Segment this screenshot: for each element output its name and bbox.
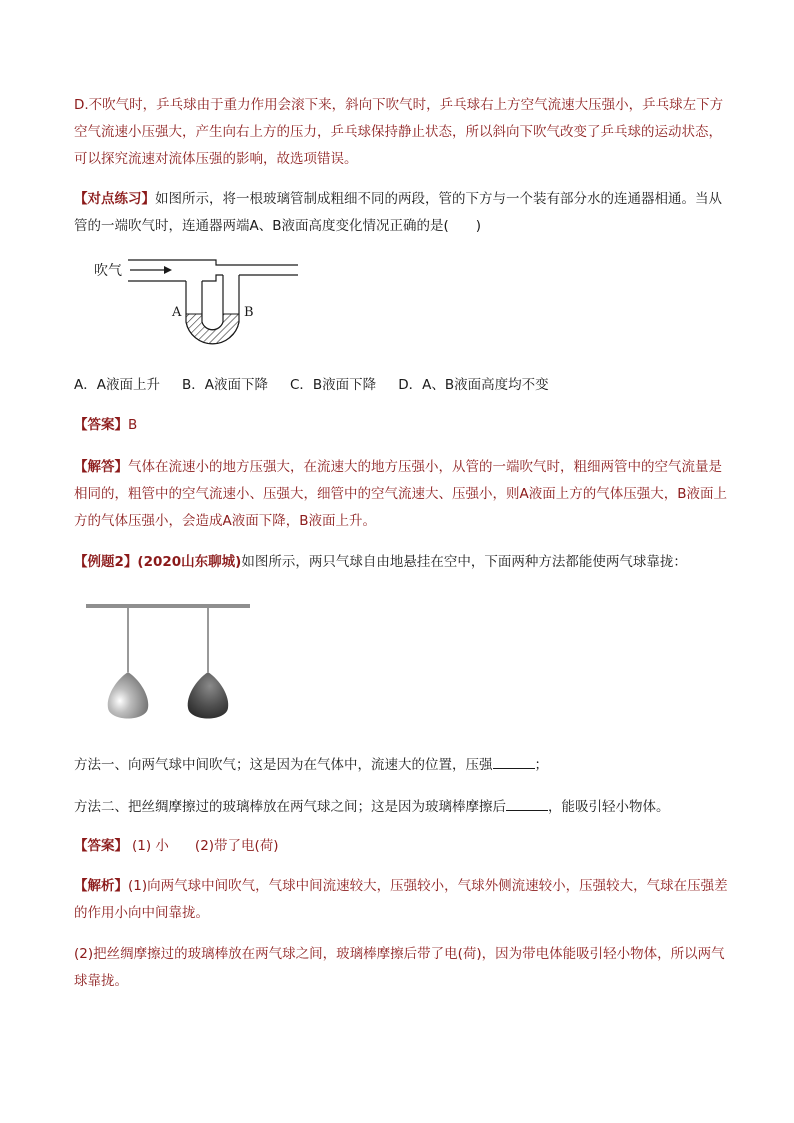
method2-blank — [506, 796, 548, 811]
example2-answer-tag: 【答案】 — [74, 838, 128, 854]
example2-text: 如图所示，两只气球自由地悬挂在空中，下面两种方法都能使两气球靠拢： — [241, 554, 687, 570]
hanging-bar — [86, 604, 250, 608]
practice-question — [74, 186, 734, 240]
solution-text: 气体在流速小的地方压强大，在流速大的地方压强小，从管的一端吹气时，粗细两管中的空气流量是相同的，粗管中的空气流速小、压强大，细管中的空气流速大、压强小，则A液面上方的气体压强大，B液面上方的气体压强小，会造成A液面下降，B液面上升。 — [74, 459, 727, 529]
arrow-right-icon — [164, 266, 172, 274]
example2-source: (2020山东聊城) — [137, 554, 242, 570]
option-b: B．A液面下降 — [181, 377, 268, 393]
u-tube-inner-wall — [202, 275, 223, 330]
solution-tag: 【解答】 — [74, 459, 128, 475]
practice-answer — [74, 412, 734, 439]
liquid-fill — [186, 314, 239, 344]
example2-answer — [74, 833, 734, 860]
practice-text: 如图所示，将一根玻璃管制成粗细不同的两段，管的下方与一个装有部分水的连通器相通。当从管的一端吹气时，连通器两端A、B液面高度变化情况正确的是( ) — [74, 191, 722, 234]
method-one — [74, 752, 734, 779]
analysis-part2: (2)把丝绸摩擦过的玻璃棒放在两气球之间，玻璃棒摩擦后带了电(荷)，因为带电体能吸引轻小物体，所以两气球靠拢。 — [74, 946, 725, 989]
method1-end: ； — [534, 757, 548, 773]
example2-answer2: (2)带了电(荷) — [194, 838, 279, 854]
method1-blank — [493, 754, 535, 769]
answer-options — [74, 372, 734, 399]
example2-tag: 【例题2】 — [74, 554, 138, 570]
analysis-part1: (1)向两气球中间吹气，气球中间流速较大，压强较小，气球外侧流速较小，压强较大，气球在压强差的作用小向中间靠拢。 — [74, 878, 728, 921]
u-tube-figure — [88, 252, 303, 360]
practice-tag: 【对点练习】 — [74, 191, 155, 207]
label-a: A — [172, 305, 182, 320]
example2-question — [74, 549, 734, 576]
example2-analysis — [74, 873, 734, 927]
option-c: C．B液面下降 — [289, 377, 377, 393]
option-a: A．A液面上升 — [74, 377, 160, 393]
answer-tag: 【答案】 — [74, 417, 128, 433]
answer-value: B — [128, 417, 138, 433]
tube-bottom-wall-mid — [202, 275, 223, 281]
label-b: B — [244, 305, 254, 320]
example2-answer1: (1) 小 — [132, 838, 169, 854]
practice-solution — [74, 454, 734, 535]
option-d: D．A、B液面高度均不变 — [398, 377, 549, 393]
method2-text: 方法二、把丝绸摩擦过的玻璃棒放在两气球之间；这是因为玻璃棒摩擦后 — [74, 799, 506, 815]
tube-top-wall — [128, 260, 298, 265]
right-balloon — [188, 672, 229, 719]
balloons-figure — [86, 600, 254, 730]
paragraph-option-d: D.不吹气时，乒乓球由于重力作用会滚下来，斜向下吹气时，乒乓球右上方空气流速大压强小，乒乓球左下方空气流速小压强大，产生向右上方的压力，乒乓球保持静止状态，所以斜向下吹气改变了乒乓球的运动状态，可以探究流速对流体压强的影响，故选项错误。 — [74, 97, 724, 167]
analysis-tag: 【解析】 — [74, 878, 128, 894]
method-two — [74, 794, 734, 821]
method1-text: 方法一、向两气球中间吹气；这是因为在气体中，流速大的位置，压强 — [74, 757, 493, 773]
blow-label: 吹气 — [94, 263, 122, 279]
left-balloon — [108, 672, 149, 719]
method2-end: ，能吸引轻小物体。 — [548, 799, 670, 815]
